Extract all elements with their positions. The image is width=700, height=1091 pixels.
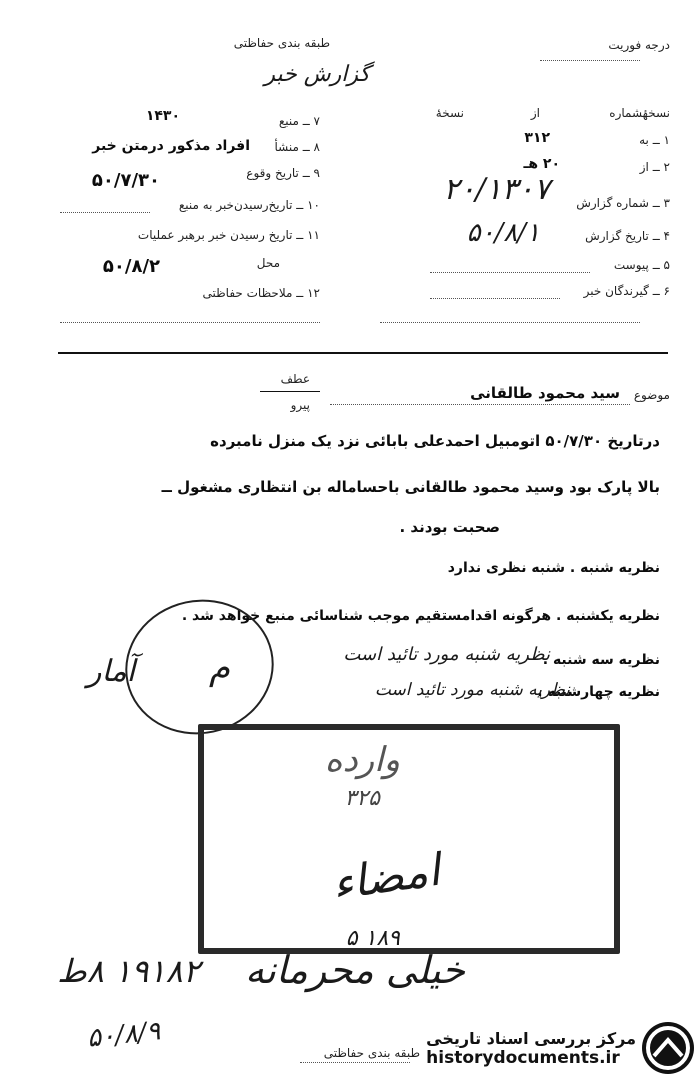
stamp-number: ۳۲۵ [344, 786, 380, 811]
field-occurrence-date-value: ۵۰/۷/۳۰ [91, 170, 160, 191]
opinion-tuesday: نظریه سه شنبه . [542, 652, 660, 668]
archive-logo-icon [642, 1022, 694, 1074]
classification-label: طبقه بندی حفاظتی [233, 36, 330, 50]
report-title: گزارش خبر [264, 62, 370, 87]
watermark [426, 1022, 694, 1074]
copy-from: از [530, 106, 540, 120]
atf-divider [260, 391, 320, 392]
subject-dotted-line [330, 404, 630, 405]
field-place-label: محل [256, 256, 280, 270]
field-report-date-label: ۴ ــ تاریخ گزارش [585, 229, 670, 243]
field-from-label: ۲ ــ از [639, 160, 670, 174]
body-line-2: بالا پارک بود وسید محمود طالقانی باحساماله بن انتظاری مشغول ــ [161, 478, 660, 496]
field-origin-label: ۸ ــ منشأ [274, 140, 320, 154]
subject-label: موضوع [633, 388, 670, 402]
bottom-date: ۵۰/۸/۹ [85, 1016, 162, 1054]
body-line-1: درتاریخ ۵۰/۷/۳۰ اتومبیل احمدعلی بابائی نزد یک منزل نامبرده [210, 432, 660, 450]
field-place-value: ۵۰/۸/۲ [102, 256, 160, 277]
security-remarks-dotted [60, 322, 320, 323]
stamp-received-label: وارده [324, 740, 400, 780]
field-attachment-label: ۵ ــ پیوست [613, 258, 670, 272]
field-report-number-value: ۲۰/۱۳۰۷ [443, 172, 550, 207]
attachment-dotted-line [430, 272, 590, 273]
watermark-url: historydocuments.ir [426, 1047, 620, 1068]
watermark-title: مرکز بررسی اسناد تاریخی [426, 1028, 636, 1048]
field-source-label: ۷ ــ منبع [278, 114, 320, 128]
opinion-wednesday-handwritten: نظریه شنبه مورد تائید است [374, 680, 570, 700]
left-handwritten-note: آمار [86, 654, 135, 689]
footer-classification-label: طبقه بندی حفاظتی [323, 1046, 420, 1060]
recipients-dotted-line-2 [380, 322, 640, 323]
copy-label: نسخهٔشماره [609, 106, 670, 120]
field-received-to-source-label: ۱۰ ــ تاریخ‌رسیدن‌خبر به منبع [178, 198, 320, 212]
field-from-value: ۲۰ هـ [523, 156, 560, 172]
field-report-date-value: ۵۰/۸/۱ [466, 218, 540, 248]
section-divider [58, 352, 668, 354]
opinion-tuesday-handwritten: نظریه شنبه مورد تائید است [343, 644, 550, 665]
circle-note: م [208, 648, 230, 688]
opinion-saturday: نظریه شنبه . شنبه نظری ندارد [447, 560, 660, 576]
footer-dotted-line [300, 1062, 410, 1063]
bottom-ref: ۱۹۱۸۲ ۸ط [57, 952, 200, 990]
copy-suffix: نسخهٔ [435, 106, 464, 120]
peyro-label: پیرو [290, 398, 310, 412]
field-origin-value: افراد مذکور درمتن خبر [92, 138, 250, 154]
field-recipients-label: ۶ ــ گیرندگان خبر [583, 284, 670, 298]
field-source-value: ۱۴۳۰ [145, 108, 180, 124]
opinion-wednesday: نظریه چهارشنبه . [537, 684, 660, 700]
body-line-3: صحبت بودند . [399, 518, 500, 536]
handwritten-classification: خیلی محرمانه [244, 948, 465, 992]
bottom-number: ۱۸۹ ۵ [345, 926, 400, 951]
opinion-sunday: نظریه یکشنبه . هرگونه اقدامستقیم موجب شناسائی منبع خواهد شد . [181, 608, 660, 624]
field-received-to-chief-label: ۱۱ ــ تاریخ رسیدن خبر برهبر عملیات [137, 228, 320, 242]
field-occurrence-date-label: ۹ ــ تاریخ وقوع [246, 166, 320, 180]
subject-value: سید محمود طالقانی [470, 384, 620, 402]
priority-dotted-line [540, 60, 640, 61]
recipients-dotted-line [430, 298, 560, 299]
receipt-stamp [198, 724, 620, 954]
signature: امضاء [328, 844, 444, 911]
field-report-number-label: ۳ ــ شماره گزارش [576, 196, 670, 210]
priority-label: درجه فوریت [608, 38, 670, 52]
atf-label: عطف [280, 372, 310, 386]
received-to-source-dotted [60, 212, 150, 213]
field-to-label: ۱ ــ به [639, 133, 670, 147]
field-security-remarks-label: ۱۲ ــ ملاحظات حفاظتی [202, 286, 320, 300]
field-to-value: ۳۱۲ [524, 130, 550, 146]
